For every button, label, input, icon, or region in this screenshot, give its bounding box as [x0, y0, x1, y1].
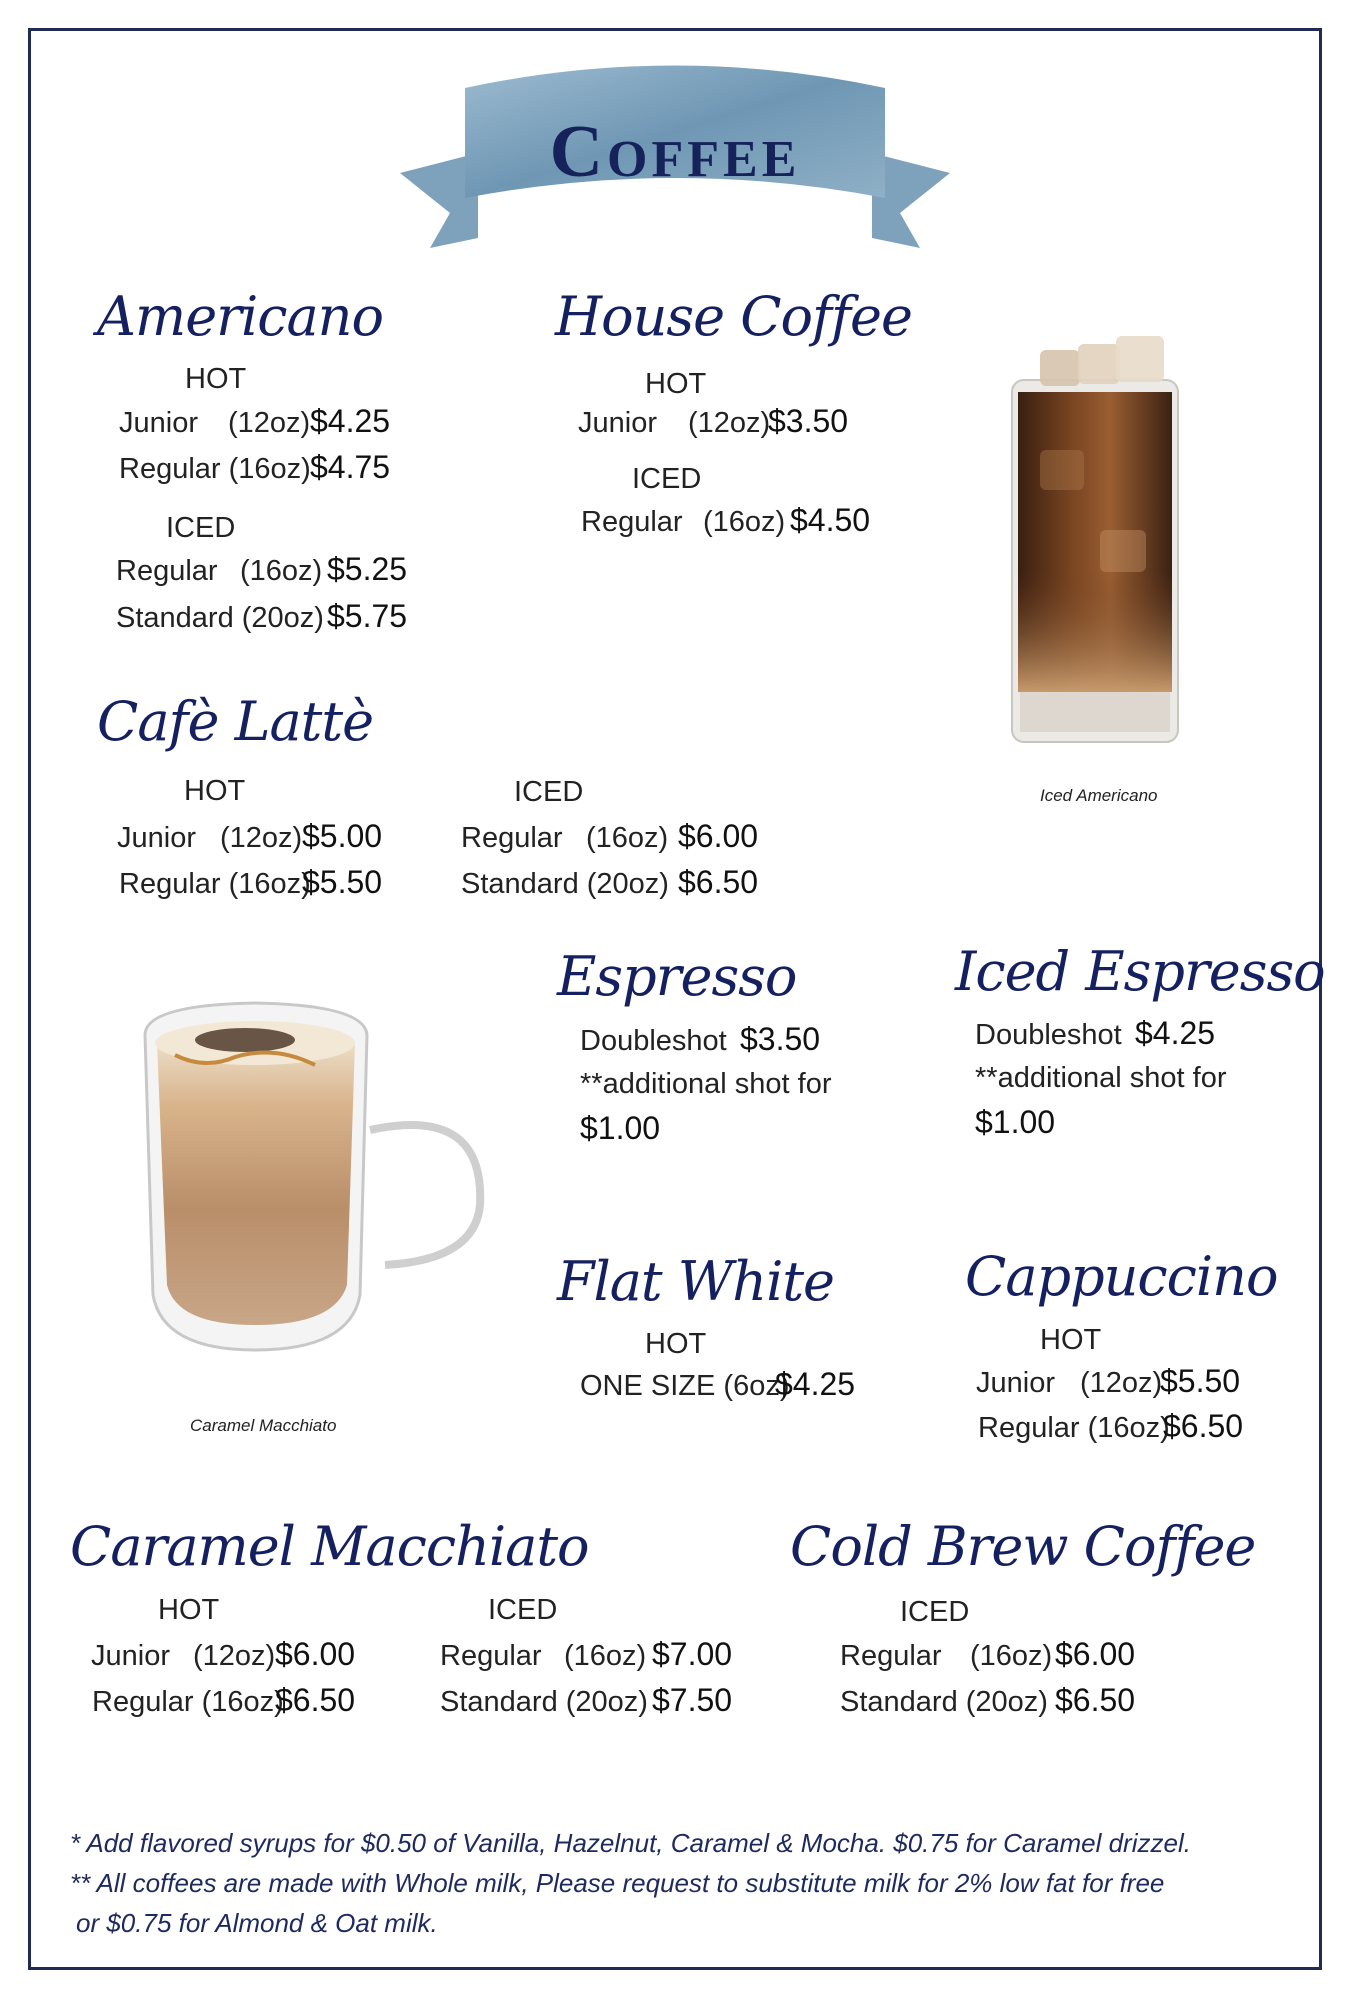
caramel-macchiato-hot-label: HOT [158, 1594, 220, 1626]
iced-espresso-heading: Iced Espresso [955, 940, 1325, 1003]
cafe-latte-hot-regular-price: $5.50 [302, 864, 383, 900]
caramel-macchiato-iced-regular-label: Regular [440, 1640, 542, 1672]
iced-espresso-doubleshot-label: Doubleshot [975, 1019, 1122, 1051]
cafe-latte-hot-label: HOT [184, 775, 246, 807]
caramel-macchiato-hot-regular-price: $6.50 [275, 1682, 356, 1718]
espresso-doubleshot-price: $3.50 [740, 1021, 821, 1057]
house-coffee-junior-price: $3.50 [768, 403, 849, 439]
flat-white-heading: Flat White [557, 1250, 835, 1313]
cappuccino-regular-price: $6.50 [1163, 1408, 1244, 1444]
cold-brew-iced-label: ICED [900, 1596, 970, 1628]
cappuccino-hot-label: HOT [1040, 1324, 1102, 1356]
house-coffee-junior-label: Junior [578, 407, 657, 439]
americano-heading: Americano [97, 285, 383, 348]
espresso-additional-price: $1.00 [580, 1110, 661, 1146]
americano-iced-regular-size: (16oz) [240, 555, 323, 587]
caramel-macchiato-iced-standard-price: $7.50 [652, 1682, 733, 1718]
caramel-macchiato-iced-label: ICED [488, 1594, 558, 1626]
iced-espresso-doubleshot-price: $4.25 [1135, 1015, 1216, 1051]
cold-brew-regular-price: $6.00 [1055, 1636, 1136, 1672]
cafe-latte-hot-junior-label: Junior [117, 822, 196, 854]
footnote-syrups: * Add flavored syrups for $0.50 of Vanilla, Hazelnut, Caramel & Mocha. $0.75 for Caramel drizzel. [70, 1828, 1191, 1858]
iced-espresso-additional-shot: **additional shot for [975, 1062, 1227, 1094]
caramel-macchiato-hot-junior-label: Junior [91, 1640, 170, 1672]
caramel-macchiato-iced-standard-label: Standard (20oz) [440, 1686, 648, 1718]
house-coffee-regular-price: $4.50 [790, 502, 871, 538]
americano-hot-regular-label: Regular (16oz) [119, 453, 311, 485]
cold-brew-heading: Cold Brew Coffee [790, 1515, 1256, 1578]
cold-brew-standard-label: Standard (20oz) [840, 1686, 1048, 1718]
cappuccino-junior-price: $5.50 [1160, 1363, 1241, 1399]
cappuccino-junior-size: (12oz) [1080, 1367, 1163, 1399]
house-coffee-junior-size: (12oz) [688, 407, 771, 439]
flat-white-hot-label: HOT [645, 1328, 707, 1360]
iced-americano-photo [1000, 330, 1190, 755]
espresso-additional-shot: **additional shot for [580, 1068, 832, 1100]
caramel-macchiato-heading: Caramel Macchiato [70, 1515, 589, 1578]
caramel-macchiato-iced-regular-size: (16oz) [564, 1640, 647, 1672]
cold-brew-regular-size: (16oz) [970, 1640, 1053, 1672]
house-coffee-iced-label: ICED [632, 463, 702, 495]
caramel-macchiato-iced-regular-price: $7.00 [652, 1636, 733, 1672]
cafe-latte-hot-junior-size: (12oz) [220, 822, 303, 854]
americano-iced-label: ICED [166, 512, 236, 544]
caramel-macchiato-caption: Caramel Macchiato [190, 1416, 337, 1435]
footnote-milk: ** All coffees are made with Whole milk, Please request to substitute milk for 2% low fat for free [70, 1868, 1165, 1898]
caramel-macchiato-photo [135, 995, 495, 1365]
menu-title: Coffee [549, 111, 801, 193]
title-banner [400, 48, 950, 258]
americano-hot-junior-size: (12oz) [228, 407, 311, 439]
caramel-macchiato-hot-junior-size: (12oz) [193, 1640, 276, 1672]
cafe-latte-iced-standard-price: $6.50 [678, 864, 759, 900]
house-coffee-regular-label: Regular [581, 506, 683, 538]
iced-americano-caption: Iced Americano [1040, 786, 1158, 805]
americano-iced-regular-price: $5.25 [327, 551, 408, 587]
cold-brew-standard-price: $6.50 [1055, 1682, 1136, 1718]
cappuccino-heading: Cappuccino [965, 1245, 1278, 1308]
americano-hot-junior-price: $4.25 [310, 403, 391, 439]
espresso-heading: Espresso [557, 945, 797, 1008]
iced-espresso-additional-price: $1.00 [975, 1104, 1056, 1140]
flat-white-price: $4.25 [775, 1366, 856, 1402]
cafe-latte-heading: Cafè Lattè [97, 690, 374, 753]
cafe-latte-iced-label: ICED [514, 776, 584, 808]
americano-iced-standard-price: $5.75 [327, 598, 408, 634]
cold-brew-regular-label: Regular [840, 1640, 942, 1672]
americano-iced-regular-label: Regular [116, 555, 218, 587]
americano-hot-junior-label: Junior [119, 407, 198, 439]
cafe-latte-hot-regular-label: Regular (16oz) [119, 868, 311, 900]
footnote-milk-alt: or $0.75 for Almond & Oat milk. [76, 1908, 438, 1938]
espresso-doubleshot-label: Doubleshot [580, 1025, 727, 1057]
cappuccino-regular-label: Regular (16oz) [978, 1412, 1170, 1444]
cafe-latte-iced-regular-size: (16oz) [586, 822, 669, 854]
house-coffee-regular-size: (16oz) [703, 506, 786, 538]
caramel-macchiato-hot-regular-label: Regular (16oz) [92, 1686, 284, 1718]
house-coffee-heading: House Coffee [555, 285, 912, 348]
americano-hot-label: HOT [185, 363, 247, 395]
house-coffee-hot-label: HOT [645, 368, 707, 400]
cafe-latte-iced-standard-label: Standard (20oz) [461, 868, 669, 900]
flat-white-size-label: ONE SIZE (6oz) [580, 1370, 790, 1402]
americano-hot-regular-price: $4.75 [310, 449, 391, 485]
cafe-latte-hot-junior-price: $5.00 [302, 818, 383, 854]
americano-iced-standard-label: Standard (20oz) [116, 602, 324, 634]
cafe-latte-iced-regular-price: $6.00 [678, 818, 759, 854]
cafe-latte-iced-regular-label: Regular [461, 822, 563, 854]
caramel-macchiato-hot-junior-price: $6.00 [275, 1636, 356, 1672]
cappuccino-junior-label: Junior [976, 1367, 1055, 1399]
